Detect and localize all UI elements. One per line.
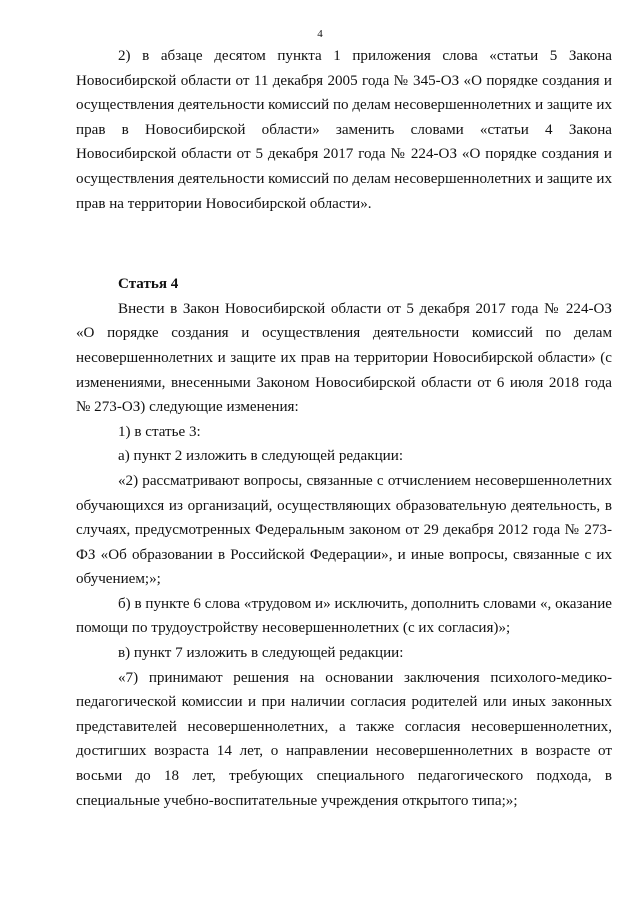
paragraph-sub-v: в) пункт 7 изложить в следующей редакции: [118, 645, 404, 662]
paragraph-sub-1: 1) в статье 3: [118, 423, 201, 440]
paragraph-sub-a-text: «2) рассматривают вопросы, связанные с отчислением несовершеннолетних обучающихся из организаций, осуществляющих образовательную деятельность, в случаях, предусмотренных Федеральным законом от 29 декабря 2012 года № 273-ФЗ «Об образовании в Российской Федерации», и иные вопросы, связанные с их обучением;»; [76, 472, 612, 588]
article-heading: Статья 4 [118, 276, 179, 293]
page-number: 4 [317, 28, 323, 40]
paragraph-sub-b: б) в пункте 6 слова «трудовом и» исключить, дополнить словами «, оказание помощи по трудоустройству несовершеннолетних (с их согласия)»; [76, 595, 612, 637]
paragraph-item-2: 2) в абзаце десятом пункта 1 приложения слова «статьи 5 Закона Новосибирской области от 11 декабря 2005 года № 345-ОЗ «О порядке создания и осуществления деятельности комиссий по делам несовершеннолетних и защите их прав в Новосибирской области» заменить словами «статьи 4 Закона Новосибирской области от 5 декабря 2017 года № 224-ОЗ «О порядке создания и осуществления деятельности комиссий по делам несовершеннолетних и защите их прав на территории Новосибирской области». [76, 48, 613, 212]
paragraph-sub-a: а) пункт 2 изложить в следующей редакции: [118, 448, 404, 465]
page-content [76, 44, 612, 813]
paragraph-intro: Внести в Закон Новосибирской области от 5 декабря 2017 года № 224-ОЗ «О порядке создания и осуществления деятельности комиссий по делам несовершеннолетних и защите их прав на территории Новосибирской области» (с изменениями, внесенными Законом Новосибирской области от 6 июля 2018 года № 273-ОЗ) следующие изменения: [76, 300, 612, 416]
paragraph-sub-v-text: «7) принимают решения на основании заключения психолого-медико-педагогической комиссии и при наличии согласия родителей или иных законных представителей несовершеннолетних, а также согласия несовершеннолетних, достигших возраста 14 лет, о направлении несовершеннолетних в возрасте от восьми до 18 лет, требующих специального педагогического подхода, в специальные учебно-воспитательные учреждения открытого типа;»; [76, 669, 612, 809]
